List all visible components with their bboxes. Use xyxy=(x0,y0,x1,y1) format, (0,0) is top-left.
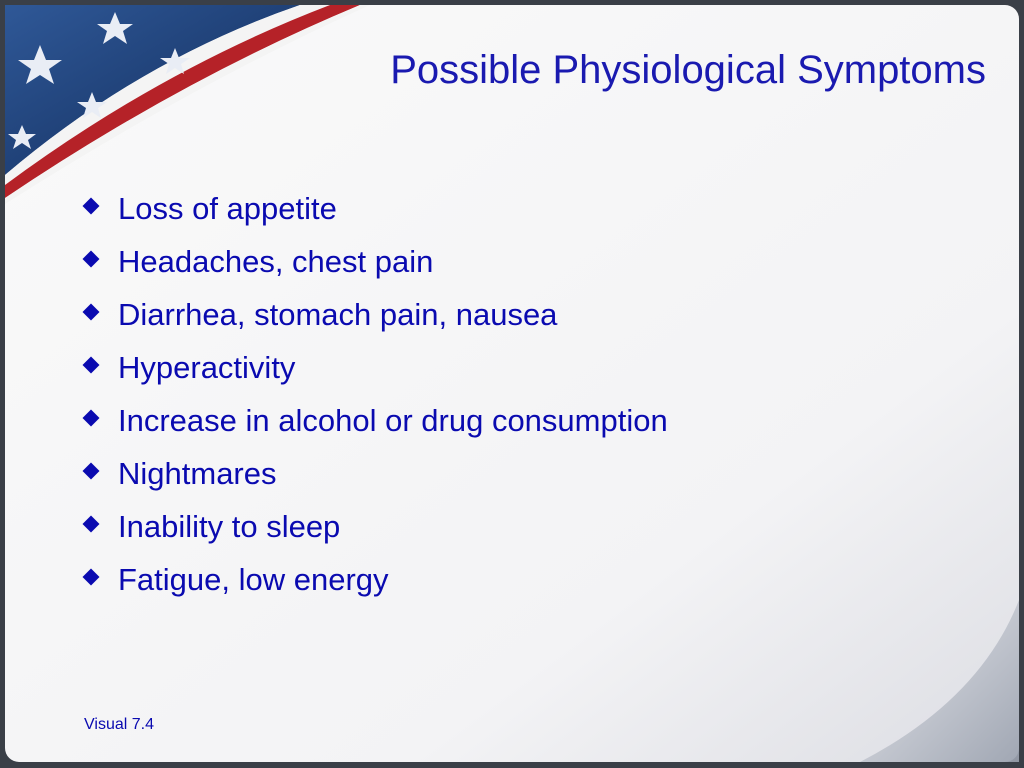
list-item xyxy=(82,400,668,453)
diamond-bullet-icon xyxy=(83,463,100,480)
diamond-bullet-icon xyxy=(83,569,100,586)
list-item-text: Inability to sleep xyxy=(118,509,341,544)
bullet-list xyxy=(82,188,668,612)
list-item xyxy=(82,559,668,612)
list-item xyxy=(82,506,668,559)
diamond-bullet-icon xyxy=(83,198,100,215)
list-item xyxy=(82,453,668,506)
diamond-bullet-icon xyxy=(83,357,100,374)
slide-title: Possible Physiological Symptoms xyxy=(390,48,986,92)
list-item-text: Hyperactivity xyxy=(118,350,296,385)
diamond-bullet-icon xyxy=(83,251,100,268)
list-item xyxy=(82,241,668,294)
list-item-text: Diarrhea, stomach pain, nausea xyxy=(118,297,558,332)
list-item-text: Increase in alcohol or drug consumption xyxy=(118,403,668,438)
diamond-bullet-icon xyxy=(83,516,100,533)
diamond-bullet-icon xyxy=(83,304,100,321)
list-item-text: Headaches, chest pain xyxy=(118,244,434,279)
list-item-text: Fatigue, low energy xyxy=(118,562,389,597)
list-item-text: Loss of appetite xyxy=(118,191,337,226)
list-item xyxy=(82,188,668,241)
list-item xyxy=(82,294,668,347)
list-item-text: Nightmares xyxy=(118,456,277,491)
diamond-bullet-icon xyxy=(83,410,100,427)
slide-footer: Visual 7.4 xyxy=(84,716,154,733)
list-item xyxy=(82,347,668,400)
